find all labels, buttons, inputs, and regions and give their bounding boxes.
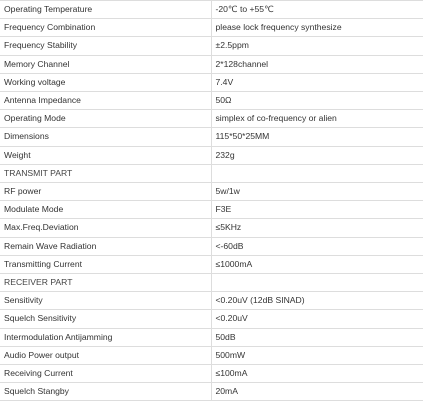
param-name: Modulate Mode: [0, 201, 211, 219]
param-name: Transmitting Current: [0, 255, 211, 273]
param-value: ≤5KHz: [211, 219, 423, 237]
param-value: 5w/1w: [211, 183, 423, 201]
table-row: [0, 183, 423, 201]
table-row: [0, 328, 423, 346]
table-row: [0, 73, 423, 91]
param-value: 20mA: [211, 383, 423, 401]
param-value: <0.20uV (12dB SINAD): [211, 292, 423, 310]
param-name: Operating Mode: [0, 110, 211, 128]
param-name: RF power: [0, 183, 211, 201]
param-name: Memory Channel: [0, 55, 211, 73]
param-value: [211, 164, 423, 182]
table-row: [0, 37, 423, 55]
param-value: 50dB: [211, 328, 423, 346]
param-name: Intermodulation Antijamming: [0, 328, 211, 346]
table-row: [0, 219, 423, 237]
param-value: 7.4V: [211, 73, 423, 91]
table-row: [0, 146, 423, 164]
param-value: [211, 274, 423, 292]
param-value: simplex of co-frequency or alien: [211, 110, 423, 128]
param-value: <-60dB: [211, 237, 423, 255]
param-name: Audio Power output: [0, 346, 211, 364]
table-row: [0, 346, 423, 364]
param-name: Receiving Current: [0, 365, 211, 383]
table-row: [0, 1, 423, 19]
table-row: [0, 292, 423, 310]
table-row: [0, 201, 423, 219]
section-header-row: [0, 164, 423, 182]
table-row: [0, 310, 423, 328]
param-value: F3E: [211, 201, 423, 219]
table-row: [0, 128, 423, 146]
param-value: -20℃ to +55℃: [211, 1, 423, 19]
param-name: Operating Temperature: [0, 1, 211, 19]
table-row: [0, 237, 423, 255]
param-name: Sensitivity: [0, 292, 211, 310]
param-name: Squelch Sensitivity: [0, 310, 211, 328]
param-name: Antenna Impedance: [0, 92, 211, 110]
param-value: please lock frequency synthesize: [211, 19, 423, 37]
table-row: [0, 255, 423, 273]
param-name: Squelch Stangby: [0, 383, 211, 401]
param-name: Dimensions: [0, 128, 211, 146]
table-row: [0, 383, 423, 401]
param-value: ±2.5ppm: [211, 37, 423, 55]
section-title: RECEIVER PART: [0, 274, 211, 292]
param-name: Working voltage: [0, 73, 211, 91]
param-value: ≤100mA: [211, 365, 423, 383]
param-value: 232g: [211, 146, 423, 164]
param-name: Frequency Combination: [0, 19, 211, 37]
param-name: Remain Wave Radiation: [0, 237, 211, 255]
table-row: [0, 92, 423, 110]
section-title: TRANSMIT PART: [0, 164, 211, 182]
param-value: <0.20uV: [211, 310, 423, 328]
param-name: Frequency Stability: [0, 37, 211, 55]
table-row: [0, 110, 423, 128]
section-header-row: [0, 274, 423, 292]
param-name: Weight: [0, 146, 211, 164]
param-value: 115*50*25MM: [211, 128, 423, 146]
table-row: [0, 365, 423, 383]
param-name: Max.Freq.Deviation: [0, 219, 211, 237]
param-value: 50Ω: [211, 92, 423, 110]
param-value: 500mW: [211, 346, 423, 364]
table-row: [0, 55, 423, 73]
param-value: 2*128channel: [211, 55, 423, 73]
param-value: ≤1000mA: [211, 255, 423, 273]
table-row: [0, 19, 423, 37]
